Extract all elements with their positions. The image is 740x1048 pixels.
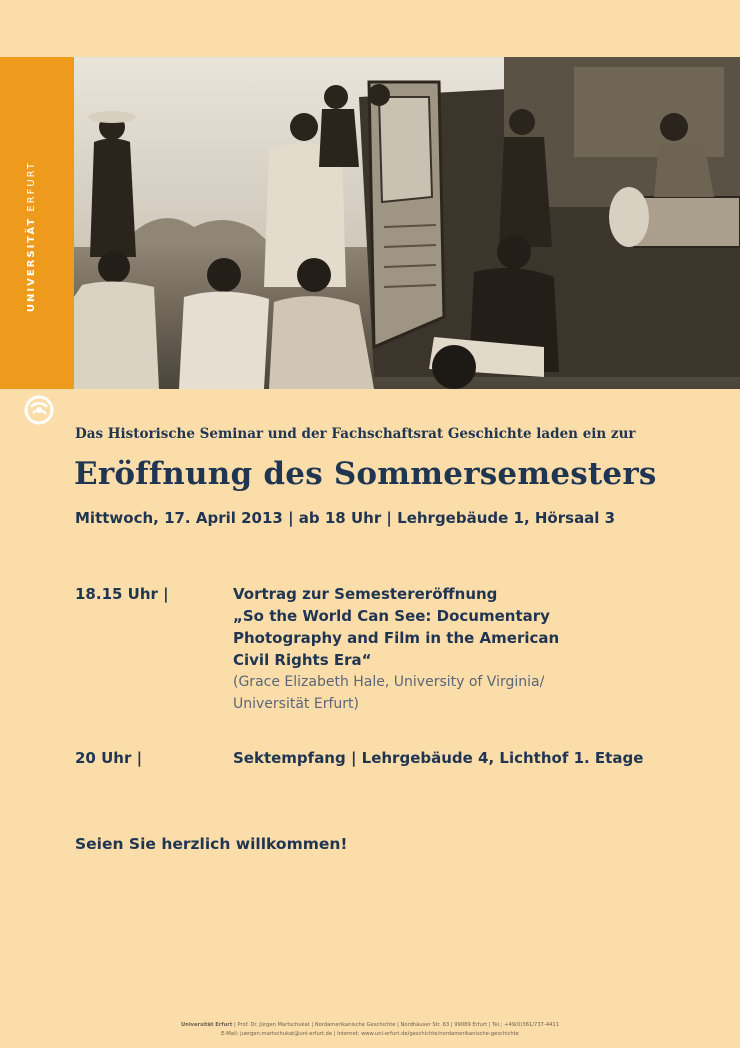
event-title: Eröffnung des Sommersemesters (74, 456, 657, 492)
university-band (0, 57, 74, 389)
program-1-line-3: Photography and Film in the American (233, 629, 560, 647)
welcome-text: Seien Sie herzlich willkommen! (75, 835, 348, 853)
program-time-1: 18.15 Uhr | (75, 585, 169, 603)
university-name-rest: ERFURT (26, 161, 37, 217)
program-1-line-4: Civil Rights Era“ (233, 651, 372, 669)
program-1-speaker-line-2: Universität Erfurt) (233, 696, 359, 712)
footer-contact (0, 1021, 740, 1039)
footer-university: Universität Erfurt (180, 1022, 233, 1028)
university-logo-icon (22, 393, 56, 427)
footer-address: | Prof. Dr. Jürgen Martschukat | Nordamerikanische Geschichte | Nordhäuser Str. 63 | 99089 Erfurt | Tel.: +49(0)361/737-4411 (232, 1022, 560, 1028)
program-1-line-2: „So the World Can See: Documentary (233, 607, 550, 625)
historical-photo (74, 57, 740, 389)
program-1-line-1: Vortrag zur Semestereröffnung (233, 585, 498, 603)
program-item-1 (233, 583, 703, 715)
university-name (26, 161, 37, 312)
program-2-line-1: Sektempfang | Lehrgebäude 4, Lichthof 1. Etage (233, 749, 644, 767)
university-name-strong: UNIVERSITÄT (26, 216, 37, 313)
footer-line-1 (0, 1021, 740, 1030)
program-1-speaker-line-1: (Grace Elizabeth Hale, University of Virginia/ (233, 674, 545, 690)
invitation-intro: Das Historische Seminar und der Fachschaftsrat Geschichte laden ein zur (75, 426, 636, 442)
event-dateline: Mittwoch, 17. April 2013 | ab 18 Uhr | Lehrgebäude 1, Hörsaal 3 (75, 509, 616, 527)
program-item-2 (233, 747, 703, 769)
program-time-2: 20 Uhr | (75, 749, 143, 767)
footer-line-2: E-Mail: juergen.martschukat@uni-erfurt.de | Internet: www.uni-erfurt.de/geschichte/nordamerikanische-geschichte (221, 1031, 519, 1037)
